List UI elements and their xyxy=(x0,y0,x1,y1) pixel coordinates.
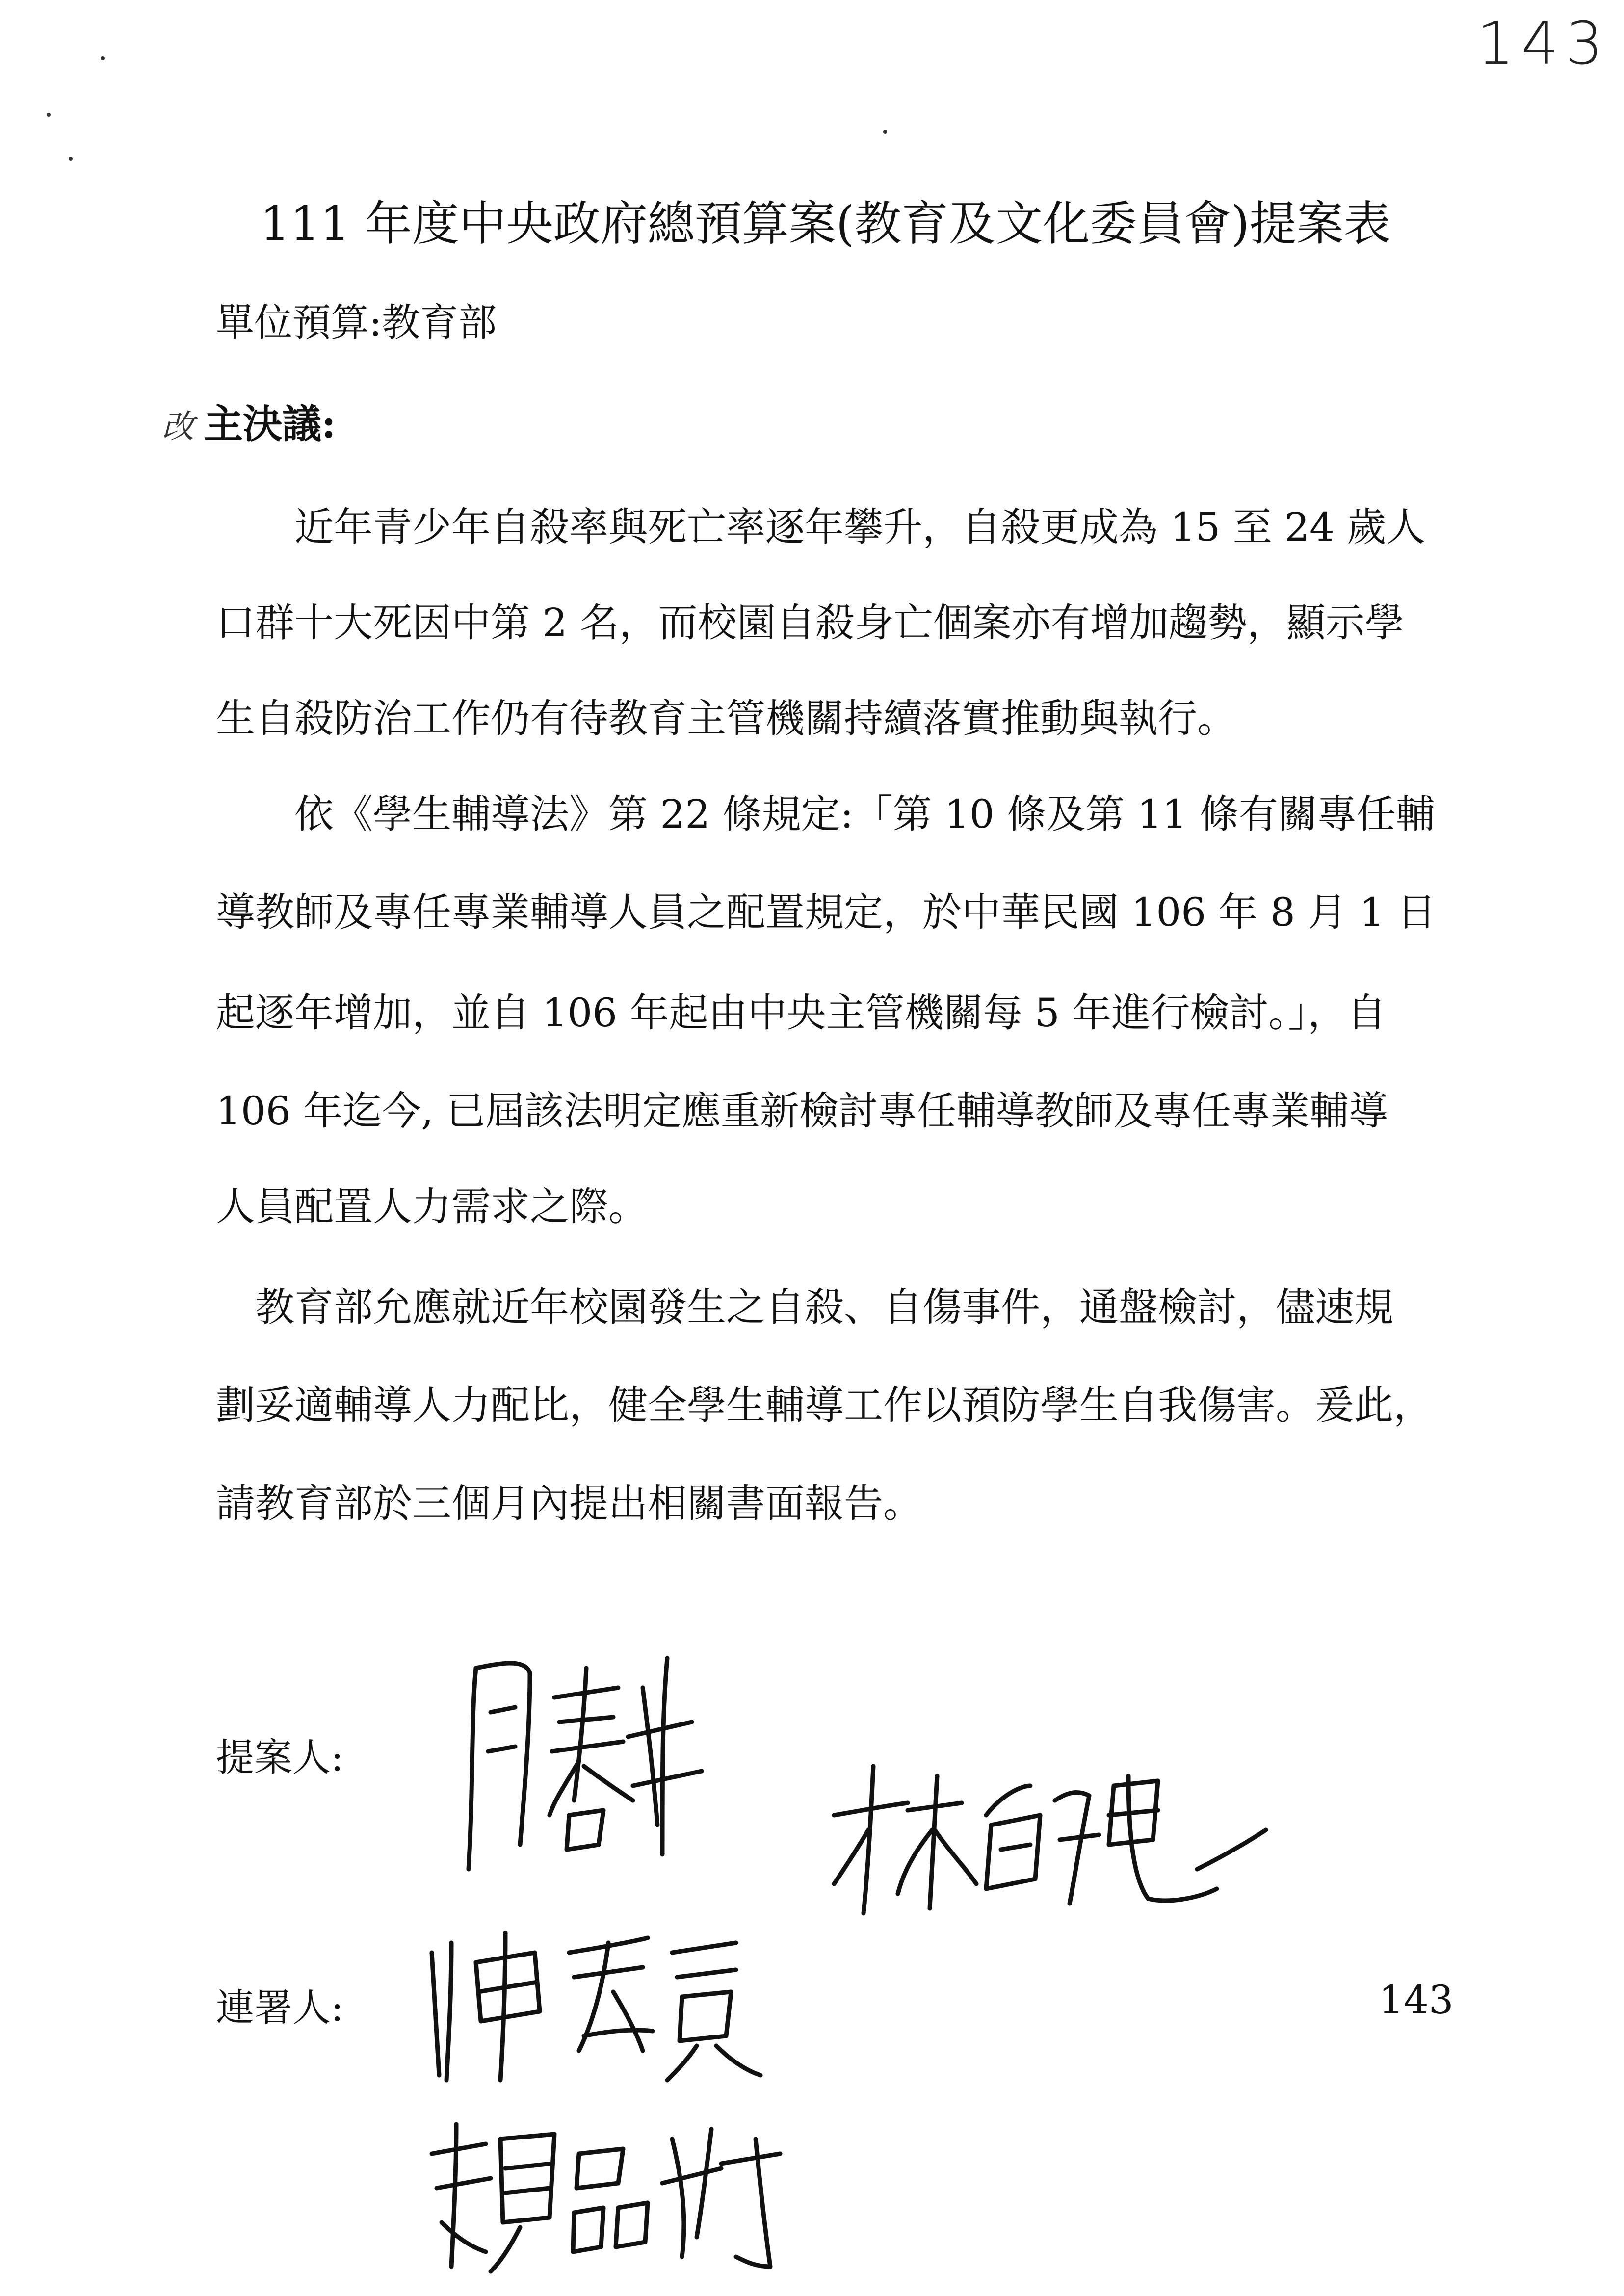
signature-proposer-2 xyxy=(824,1756,1276,1923)
scan-speck xyxy=(883,130,887,134)
document-title: 111 年度中央政府總預算案(教育及文化委員會)提案表 xyxy=(260,196,1391,251)
scan-speck xyxy=(47,113,51,117)
paragraph-line: 人員配置人力需求之際。 xyxy=(216,1184,648,1229)
scan-speck xyxy=(69,157,73,161)
cosigner-label: 連署人: xyxy=(216,1986,344,2030)
paragraph-line: 教育部允應就近年校園發生之自殺、自傷事件，通盤檢討，儘速規 xyxy=(255,1284,1393,1330)
paragraph-line: 劃妥適輔導人力配比，健全學生輔導工作以預防學生自我傷害。爰此， xyxy=(216,1383,1433,1428)
paragraph-line: 導教師及專任專業輔導人員之配置規定，於中華民國 106 年 8 月 1 日 xyxy=(216,889,1437,935)
signature-proposer-1 xyxy=(456,1639,711,1874)
paragraph-line: 口群十大死因中第 2 名，而校園自殺身亡個案亦有增加趨勢，顯示學 xyxy=(216,600,1404,646)
decision-label: 主決議: xyxy=(204,401,336,447)
signature-cosigner-1 xyxy=(422,1923,765,2085)
unit-budget-label: 單位預算:教育部 xyxy=(216,301,497,345)
decision-heading xyxy=(162,392,336,449)
signature-cosigner-2 xyxy=(417,2110,810,2276)
proposer-label: 提案人: xyxy=(216,1736,344,1780)
handwritten-revision-mark: 改 xyxy=(162,408,194,445)
paragraph-line: 生自殺防治工作仍有待教育主管機關持續落實推動與執行。 xyxy=(216,696,1236,741)
printed-page-number: 143 xyxy=(1379,1977,1454,2023)
handwritten-page-number: 143 xyxy=(1477,10,1610,78)
paragraph-line: 106 年迄今, 已屆該法明定應重新檢討專任輔導教師及專任專業輔導 xyxy=(216,1088,1388,1134)
paragraph-line: 請教育部於三個月內提出相關書面報告。 xyxy=(216,1481,922,1526)
paragraph-line: 依《學生輔導法》第 22 條規定:「第 10 條及第 11 條有關專任輔 xyxy=(294,791,1435,837)
paragraph-line: 近年青少年自殺率與死亡率逐年攀升，自殺更成為 15 至 24 歲人 xyxy=(294,504,1426,550)
scan-speck xyxy=(101,56,105,60)
paragraph-line: 起逐年增加，並自 106 年起由中央主管機關每 5 年進行檢討。」，自 xyxy=(216,990,1387,1036)
